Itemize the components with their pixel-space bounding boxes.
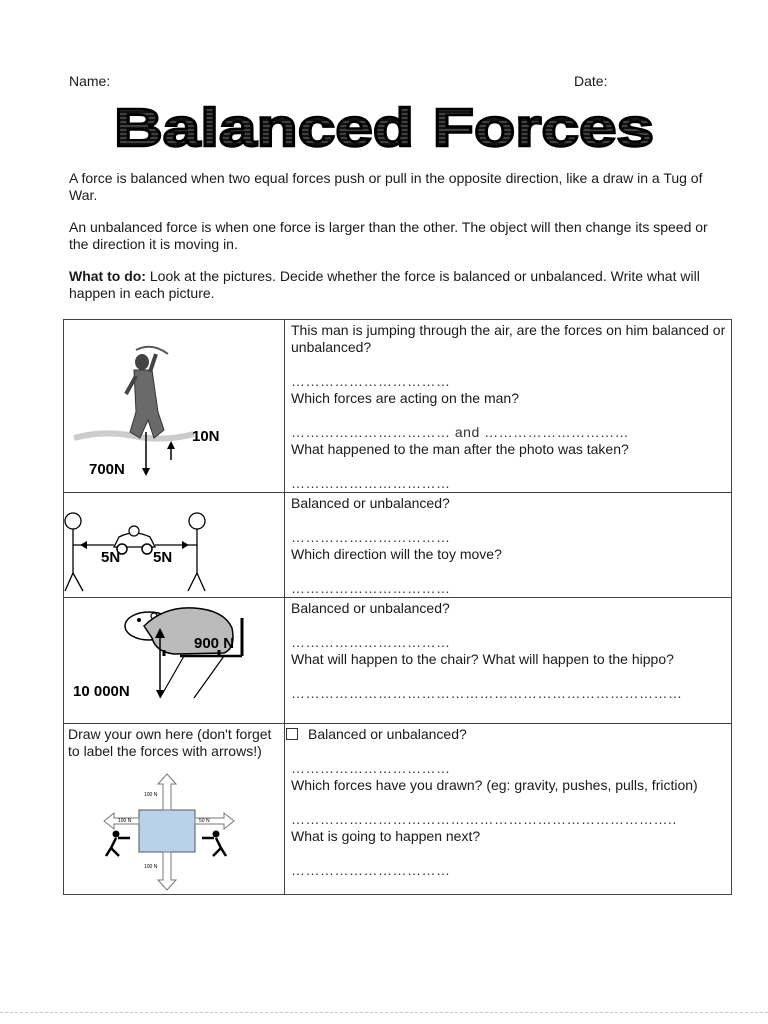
table-row (64, 598, 732, 724)
row2-question-2: Which direction will the toy move? (291, 546, 502, 562)
bottom-force-label: 100 N (144, 864, 158, 870)
jumping-man-illustration (64, 320, 284, 488)
row4-questions (285, 724, 732, 895)
pushing-figure-left-icon (106, 831, 130, 857)
toy-car-illustration (64, 493, 284, 596)
upward-force-label: 900 N (194, 635, 235, 652)
row2-answer-line-1[interactable]: …………………………… (291, 529, 451, 545)
worksheet-table (63, 319, 732, 895)
name-label: Name: (69, 73, 111, 89)
table-row (64, 724, 732, 895)
row2-question-1: Balanced or unbalanced? (291, 495, 450, 511)
page-bottom-divider (0, 1012, 768, 1014)
title-text: Balanced Forces (114, 98, 654, 156)
intro-paragraph-2: An unbalanced force is when one force is larger than the other. The object will then change its speed or the direction it is moving in. (69, 219, 708, 252)
what-to-do-label: What to do: (69, 268, 146, 284)
row1-questions (285, 320, 732, 493)
row1-question-2: Which forces are acting on the man? (291, 390, 520, 406)
top-force-label: 100 N (144, 792, 158, 798)
row1-answer-line-1[interactable]: …………………………… (291, 373, 451, 389)
hippo-illustration (64, 598, 284, 724)
draw-your-own-cell[interactable] (64, 724, 285, 895)
toy-car-picture-cell (64, 493, 285, 598)
balanced-checkbox[interactable] (286, 728, 298, 740)
row4-answer-line-2[interactable]: …………………………………………………………………….. (291, 811, 677, 827)
row4-answer-line-3[interactable]: …………………………… (291, 862, 451, 878)
left-force-label: 5N (101, 549, 121, 566)
table-row (64, 493, 732, 598)
downward-force-label: 10 000N (73, 683, 130, 700)
row3-answer-line-2[interactable]: ……………………………………………………………………… (291, 685, 683, 701)
row2-answer-line-2[interactable]: …………………………… (291, 580, 451, 596)
hippo-picture-cell (64, 598, 285, 724)
up-arrow-icon (158, 774, 176, 810)
intro-paragraph-3 (69, 268, 709, 302)
downward-force-label: 700N (89, 461, 125, 478)
row4-question-1: Balanced or unbalanced? (308, 726, 467, 742)
row4-question-2: Which forces have you drawn? (eg: gravity, pushes, pulls, friction) (291, 777, 698, 793)
row1-answer-line-3[interactable]: …………………………… (291, 475, 451, 491)
date-label: Date: (574, 73, 608, 89)
row3-questions (285, 598, 732, 724)
right-pull-arrow (182, 541, 189, 549)
intro-paragraph-1: A force is balanced when two equal forces push or pull in the opposite direction, like a draw in a Tug of War. (69, 170, 703, 203)
row2-questions (285, 493, 732, 598)
row1-question-1: This man is jumping through the air, are the forces on him balanced or unbalanced? (291, 322, 726, 355)
left-pull-arrow (80, 541, 87, 549)
jumping-man-picture-cell (64, 320, 285, 493)
pushing-figure-right-icon (202, 831, 226, 857)
draw-your-own-instructions: Draw your own here (don't forget to label the forces with arrows!) (68, 726, 272, 759)
right-force-label: 50 N (199, 818, 210, 824)
example-forces-diagram (64, 772, 284, 892)
table-row (64, 320, 732, 493)
row4-question-3: What is going to happen next? (291, 828, 481, 844)
row3-answer-line-1[interactable]: …………………………… (291, 634, 451, 650)
row1-question-3: What happened to the man after the photo was taken? (291, 441, 629, 457)
row3-question-1: Balanced or unbalanced? (291, 600, 450, 616)
what-to-do-text: Look at the pictures. Decide whether the force is balanced or unbalanced. Write what will happen in each picture. (69, 268, 700, 301)
right-force-label: 5N (153, 549, 173, 566)
row4-answer-line-1[interactable]: …………………………… (291, 760, 451, 776)
row1-answer-line-2[interactable]: …………………………… and ………………………… (291, 424, 630, 440)
left-force-label: 100 N (118, 818, 132, 824)
worksheet-title (112, 96, 657, 156)
upward-force-label: 10N (192, 428, 220, 445)
row3-question-2: What will happen to the chair? What will happen to the hippo? (291, 651, 674, 667)
down-arrow-icon (158, 852, 176, 890)
